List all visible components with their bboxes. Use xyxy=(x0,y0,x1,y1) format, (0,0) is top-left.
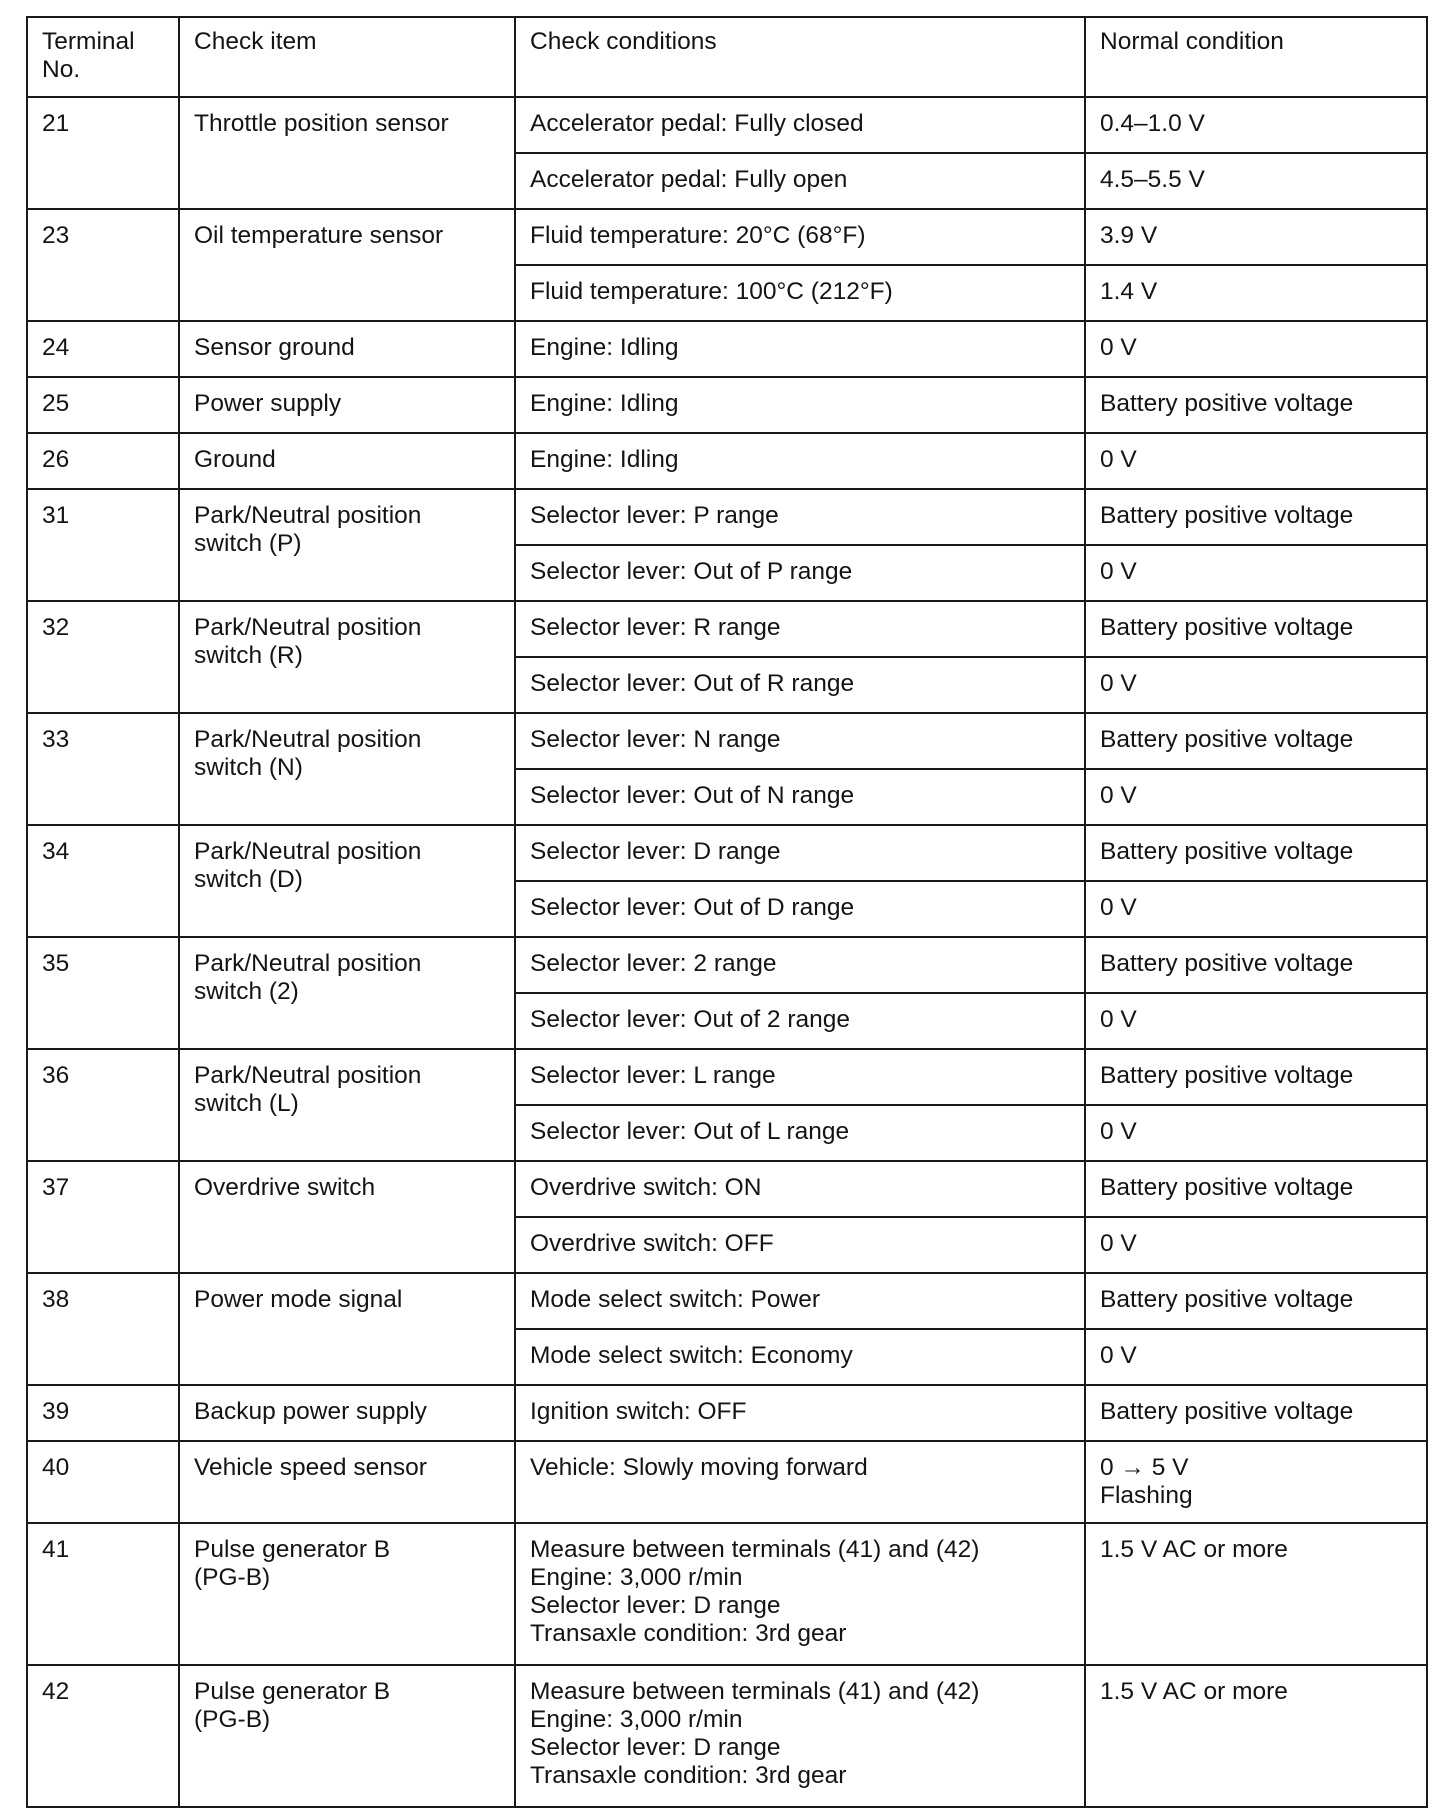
check-condition-cell xyxy=(515,1273,1085,1329)
check-item-cell-text: Park/Neutral position switch (N) xyxy=(194,726,422,781)
terminal-cell-text: 41 xyxy=(42,1536,70,1563)
table-row xyxy=(27,97,1427,153)
check-item-cell-text: Pulse generator B (PG-B) xyxy=(194,1536,391,1591)
table-row xyxy=(27,209,1427,265)
table-row xyxy=(27,937,1427,993)
check-item-cell xyxy=(179,825,515,937)
check-condition-cell-text: Measure between terminals (41) and (42) Engine: 3,000 r/min Selector lever: D range Transaxle condition: 3rd gear xyxy=(530,1536,980,1647)
check-condition-cell xyxy=(515,1665,1085,1807)
check-condition-cell xyxy=(515,713,1085,769)
normal-condition-cell-text: 0 V xyxy=(1100,446,1137,473)
check-item-cell xyxy=(179,713,515,825)
check-condition-cell-text: Accelerator pedal: Fully open xyxy=(530,166,848,193)
check-condition-cell xyxy=(515,265,1085,321)
check-condition-cell xyxy=(515,97,1085,153)
check-item-cell xyxy=(179,377,515,433)
terminal-cell-text: 33 xyxy=(42,726,70,753)
check-condition-cell-text: Selector lever: Out of D range xyxy=(530,894,855,921)
normal-condition-cell xyxy=(1085,1217,1427,1273)
normal-condition-cell xyxy=(1085,489,1427,545)
check-item-cell xyxy=(179,1273,515,1385)
check-condition-cell xyxy=(515,209,1085,265)
check-item-cell xyxy=(179,1161,515,1273)
normal-condition-cell xyxy=(1085,1161,1427,1217)
normal-condition-cell-text: 0 V xyxy=(1100,782,1137,809)
terminal-cell xyxy=(27,1161,179,1273)
check-item-cell xyxy=(179,321,515,377)
table-row xyxy=(27,1523,1427,1665)
check-condition-cell xyxy=(515,601,1085,657)
check-item-cell xyxy=(179,601,515,713)
check-condition-cell-text: Overdrive switch: ON xyxy=(530,1174,762,1201)
check-item-cell xyxy=(179,937,515,1049)
check-condition-cell xyxy=(515,657,1085,713)
normal-condition-cell xyxy=(1085,937,1427,993)
check-item-cell-text: Park/Neutral position switch (2) xyxy=(194,950,422,1005)
normal-condition-cell xyxy=(1085,1385,1427,1441)
check-condition-cell-text: Selector lever: Out of 2 range xyxy=(530,1006,851,1033)
normal-condition-cell-text: 0 V xyxy=(1100,1118,1137,1145)
terminal-cell xyxy=(27,377,179,433)
normal-condition-cell xyxy=(1085,433,1427,489)
normal-condition-cell xyxy=(1085,97,1427,153)
normal-condition-cell-text: 0 V xyxy=(1100,894,1137,921)
normal-condition-cell-text: Battery positive voltage xyxy=(1100,1174,1354,1201)
check-condition-cell xyxy=(515,1523,1085,1665)
normal-condition-cell xyxy=(1085,657,1427,713)
header-check-item: Check item xyxy=(179,17,515,97)
check-item-cell xyxy=(179,1385,515,1441)
check-item-cell xyxy=(179,1665,515,1807)
check-condition-cell-text: Selector lever: Out of L range xyxy=(530,1118,850,1145)
check-condition-cell-text: Engine: Idling xyxy=(530,390,679,417)
terminal-cell xyxy=(27,937,179,1049)
normal-condition-cell-text: Battery positive voltage xyxy=(1100,950,1354,977)
table-row xyxy=(27,601,1427,657)
normal-condition-cell-text: Battery positive voltage xyxy=(1100,726,1354,753)
terminal-cell-text: 40 xyxy=(42,1454,70,1481)
header-terminal-no: Terminal No. xyxy=(27,17,179,97)
table-row xyxy=(27,489,1427,545)
check-condition-cell-text: Vehicle: Slowly moving forward xyxy=(530,1454,868,1481)
normal-condition-cell xyxy=(1085,769,1427,825)
header-normal-condition: Normal condition xyxy=(1085,17,1427,97)
normal-condition-cell-text: 0 → 5 V Flashing xyxy=(1100,1454,1193,1509)
terminal-cell-text: 37 xyxy=(42,1174,70,1201)
check-condition-cell-text: Selector lever: L range xyxy=(530,1062,776,1089)
check-item-cell-text: Pulse generator B (PG-B) xyxy=(194,1678,391,1733)
normal-condition-cell xyxy=(1085,1049,1427,1105)
check-item-cell-text: Park/Neutral position switch (P) xyxy=(194,502,422,557)
check-condition-cell xyxy=(515,377,1085,433)
table-row xyxy=(27,377,1427,433)
terminal-check-table xyxy=(26,16,1428,1808)
check-condition-cell-text: Mode select switch: Power xyxy=(530,1286,821,1313)
terminal-cell xyxy=(27,1049,179,1161)
check-item-cell-text: Overdrive switch xyxy=(194,1174,376,1201)
normal-condition-cell xyxy=(1085,153,1427,209)
terminal-cell xyxy=(27,713,179,825)
normal-condition-cell-text: 0 V xyxy=(1100,1342,1137,1369)
check-condition-cell xyxy=(515,881,1085,937)
normal-condition-cell-text: 1.5 V AC or more xyxy=(1100,1678,1288,1705)
terminal-cell-text: 26 xyxy=(42,446,70,473)
normal-condition-cell-text: Battery positive voltage xyxy=(1100,502,1354,529)
table-row xyxy=(27,1049,1427,1105)
check-condition-cell-text: Fluid temperature: 20°C (68°F) xyxy=(530,222,866,249)
terminal-cell xyxy=(27,321,179,377)
terminal-cell-text: 36 xyxy=(42,1062,70,1089)
table-row xyxy=(27,713,1427,769)
normal-condition-cell xyxy=(1085,1523,1427,1665)
terminal-cell-text: 21 xyxy=(42,110,70,137)
check-item-cell-text: Park/Neutral position switch (R) xyxy=(194,614,422,669)
normal-condition-cell-text: 0 V xyxy=(1100,670,1137,697)
check-item-cell-text: Power mode signal xyxy=(194,1286,403,1313)
normal-condition-cell-text: Battery positive voltage xyxy=(1100,838,1354,865)
check-condition-cell-text: Accelerator pedal: Fully closed xyxy=(530,110,864,137)
terminal-cell xyxy=(27,1665,179,1807)
check-item-cell-text: Sensor ground xyxy=(194,334,355,361)
terminal-cell xyxy=(27,433,179,489)
normal-condition-cell xyxy=(1085,209,1427,265)
table-row xyxy=(27,321,1427,377)
check-condition-cell xyxy=(515,1161,1085,1217)
table-row xyxy=(27,825,1427,881)
terminal-cell-text: 34 xyxy=(42,838,70,865)
normal-condition-cell-text: 1.5 V AC or more xyxy=(1100,1536,1288,1563)
normal-condition-cell xyxy=(1085,1665,1427,1807)
check-condition-cell-text: Measure between terminals (41) and (42) Engine: 3,000 r/min Selector lever: D range Transaxle condition: 3rd gear xyxy=(530,1678,980,1789)
normal-condition-cell-text: 0.4–1.0 V xyxy=(1100,110,1205,137)
check-condition-cell-text: Selector lever: P range xyxy=(530,502,779,529)
terminal-cell-text: 42 xyxy=(42,1678,70,1705)
table-row xyxy=(27,1665,1427,1807)
check-item-cell-text: Park/Neutral position switch (L) xyxy=(194,1062,422,1117)
check-condition-cell xyxy=(515,545,1085,601)
check-condition-cell xyxy=(515,489,1085,545)
normal-condition-cell xyxy=(1085,545,1427,601)
check-condition-cell-text: Overdrive switch: OFF xyxy=(530,1230,774,1257)
check-condition-cell-text: Selector lever: D range xyxy=(530,838,781,865)
normal-condition-cell xyxy=(1085,1273,1427,1329)
terminal-cell xyxy=(27,489,179,601)
normal-condition-cell-text: Battery positive voltage xyxy=(1100,614,1354,641)
normal-condition-cell-text: 0 V xyxy=(1100,1230,1137,1257)
check-item-cell xyxy=(179,1441,515,1523)
check-item-cell-text: Park/Neutral position switch (D) xyxy=(194,838,422,893)
normal-condition-cell-text: 0 V xyxy=(1100,558,1137,585)
terminal-cell xyxy=(27,1385,179,1441)
terminal-cell-text: 35 xyxy=(42,950,70,977)
normal-condition-cell xyxy=(1085,881,1427,937)
terminal-cell xyxy=(27,97,179,209)
terminal-cell-text: 25 xyxy=(42,390,70,417)
check-item-cell-text: Ground xyxy=(194,446,276,473)
normal-condition-cell-text: Battery positive voltage xyxy=(1100,1286,1354,1313)
terminal-cell-text: 38 xyxy=(42,1286,70,1313)
check-condition-cell xyxy=(515,825,1085,881)
terminal-cell xyxy=(27,1273,179,1385)
table-row xyxy=(27,1273,1427,1329)
check-item-cell xyxy=(179,1523,515,1665)
terminal-cell xyxy=(27,1523,179,1665)
check-condition-cell-text: Selector lever: N range xyxy=(530,726,781,753)
terminal-cell xyxy=(27,1441,179,1523)
terminal-cell-text: 39 xyxy=(42,1398,70,1425)
check-condition-cell-text: Engine: Idling xyxy=(530,446,679,473)
normal-condition-cell-text: 0 V xyxy=(1100,334,1137,361)
normal-condition-cell xyxy=(1085,1329,1427,1385)
check-condition-cell xyxy=(515,1385,1085,1441)
normal-condition-cell xyxy=(1085,1105,1427,1161)
check-item-cell-text: Throttle position sensor xyxy=(194,110,449,137)
check-item-cell xyxy=(179,433,515,489)
terminal-cell-text: 24 xyxy=(42,334,70,361)
check-condition-cell-text: Selector lever: R range xyxy=(530,614,781,641)
check-condition-cell xyxy=(515,321,1085,377)
normal-condition-cell xyxy=(1085,377,1427,433)
terminal-cell-text: 32 xyxy=(42,614,70,641)
normal-condition-cell xyxy=(1085,601,1427,657)
table-row xyxy=(27,1385,1427,1441)
normal-condition-cell xyxy=(1085,825,1427,881)
check-condition-cell xyxy=(515,433,1085,489)
normal-condition-cell xyxy=(1085,1441,1427,1523)
check-condition-cell xyxy=(515,937,1085,993)
check-condition-cell xyxy=(515,1217,1085,1273)
check-condition-cell-text: Selector lever: Out of N range xyxy=(530,782,855,809)
check-condition-cell xyxy=(515,153,1085,209)
terminal-cell-text: 31 xyxy=(42,502,70,529)
normal-condition-cell xyxy=(1085,993,1427,1049)
check-item-cell xyxy=(179,489,515,601)
terminal-cell xyxy=(27,825,179,937)
check-item-cell xyxy=(179,209,515,321)
check-condition-cell-text: Selector lever: Out of P range xyxy=(530,558,853,585)
check-condition-cell xyxy=(515,1105,1085,1161)
check-condition-cell xyxy=(515,1049,1085,1105)
table-row xyxy=(27,1161,1427,1217)
normal-condition-cell xyxy=(1085,321,1427,377)
normal-condition-cell-text: Battery positive voltage xyxy=(1100,1062,1354,1089)
check-condition-cell xyxy=(515,1441,1085,1523)
header-check-conditions: Check conditions xyxy=(515,17,1085,97)
terminal-cell xyxy=(27,209,179,321)
normal-condition-cell xyxy=(1085,265,1427,321)
check-condition-cell-text: Mode select switch: Economy xyxy=(530,1342,853,1369)
check-condition-cell-text: Ignition switch: OFF xyxy=(530,1398,747,1425)
table-row xyxy=(27,1441,1427,1523)
normal-condition-cell-text: 3.9 V xyxy=(1100,222,1158,249)
check-item-cell-text: Power supply xyxy=(194,390,342,417)
normal-condition-cell-text: Battery positive voltage xyxy=(1100,390,1354,417)
check-item-cell xyxy=(179,97,515,209)
check-condition-cell-text: Fluid temperature: 100°C (212°F) xyxy=(530,278,893,305)
table-body xyxy=(27,97,1427,1807)
normal-condition-cell-text: 4.5–5.5 V xyxy=(1100,166,1205,193)
check-item-cell-text: Vehicle speed sensor xyxy=(194,1454,427,1481)
check-condition-cell-text: Selector lever: Out of R range xyxy=(530,670,855,697)
normal-condition-cell-text: Battery positive voltage xyxy=(1100,1398,1354,1425)
table-row xyxy=(27,433,1427,489)
header-row xyxy=(27,17,1427,97)
normal-condition-cell-text: 0 V xyxy=(1100,1006,1137,1033)
check-item-cell-text: Oil temperature sensor xyxy=(194,222,444,249)
normal-condition-cell-text: 1.4 V xyxy=(1100,278,1158,305)
check-condition-cell-text: Selector lever: 2 range xyxy=(530,950,777,977)
check-condition-cell xyxy=(515,1329,1085,1385)
check-condition-cell xyxy=(515,993,1085,1049)
normal-condition-cell xyxy=(1085,713,1427,769)
check-item-cell xyxy=(179,1049,515,1161)
check-condition-cell-text: Engine: Idling xyxy=(530,334,679,361)
check-condition-cell xyxy=(515,769,1085,825)
check-item-cell-text: Backup power supply xyxy=(194,1398,427,1425)
terminal-cell-text: 23 xyxy=(42,222,70,249)
terminal-cell xyxy=(27,601,179,713)
